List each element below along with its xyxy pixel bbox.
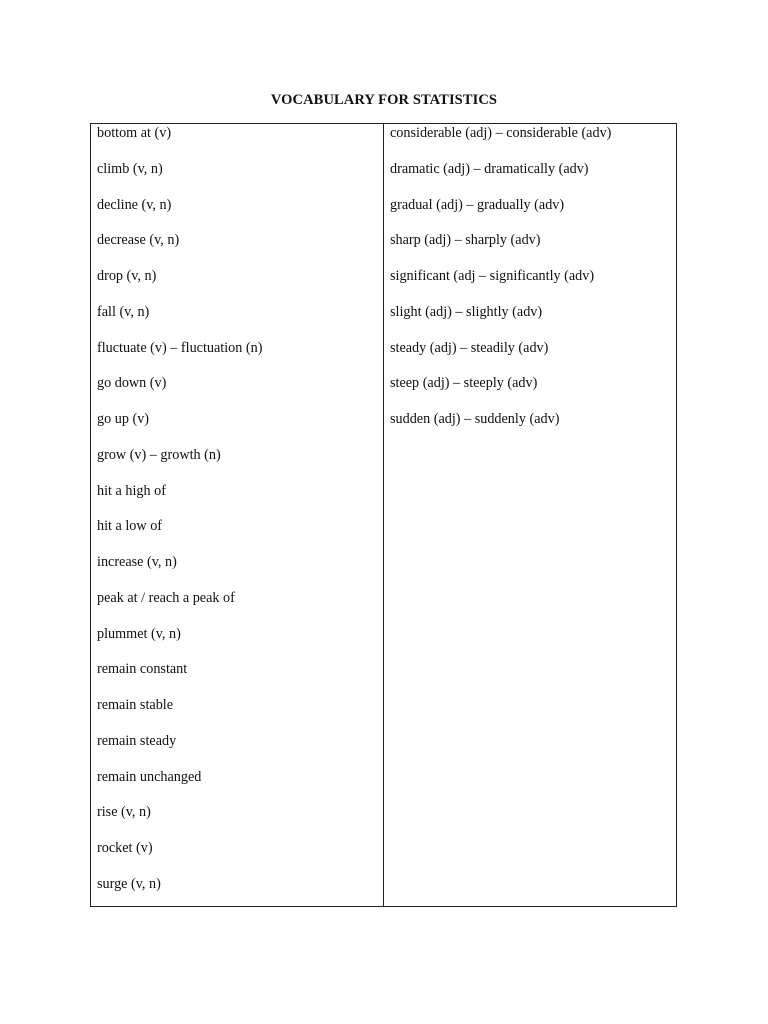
verb-entry: rise (v, n)	[97, 804, 151, 821]
verb-entry: climb (v, n)	[97, 160, 163, 177]
verb-entry: peak at / reach a peak of	[97, 589, 235, 606]
verbs-column	[91, 124, 384, 906]
vocabulary-table	[90, 123, 677, 907]
page-title: VOCABULARY FOR STATISTICS	[270, 92, 498, 108]
verb-entry: drop (v, n)	[97, 268, 157, 284]
verb-entry: remain stable	[97, 697, 174, 713]
verb-entry: fall (v, n)	[97, 303, 150, 320]
verb-entry: bottom at (v)	[97, 125, 172, 141]
verb-entry: go down (v)	[97, 375, 167, 392]
modifiers-column	[384, 124, 676, 906]
modifier-entry: sharp (adj) – sharply (adv)	[390, 232, 541, 249]
verb-entry: hit a high of	[97, 482, 166, 499]
modifier-entry: significant (adj – significantly (adv)	[390, 268, 595, 284]
modifier-entry: steep (adj) – steeply (adv)	[390, 375, 538, 392]
modifier-entry: gradual (adj) – gradually (adv)	[390, 196, 565, 213]
modifier-entry: sudden (adj) – suddenly (adv)	[390, 411, 560, 427]
verb-entry: remain unchanged	[97, 768, 202, 785]
modifier-entry: steady (adj) – steadily (adv)	[390, 339, 549, 356]
verb-entry: decline (v, n)	[97, 196, 172, 213]
verb-entry: plummet (v, n)	[97, 625, 181, 642]
verb-entry: surge (v, n)	[97, 875, 161, 892]
verb-entry: remain steady	[97, 732, 177, 749]
verb-entry: increase (v, n)	[97, 554, 177, 570]
verb-entry: hit a low of	[97, 518, 163, 535]
verb-entry: grow (v) – growth (n)	[97, 446, 221, 463]
modifier-entry: slight (adj) – slightly (adv)	[390, 303, 543, 320]
verb-entry: rocket (v)	[97, 840, 153, 856]
modifier-entry: dramatic (adj) – dramatically (adv)	[390, 160, 589, 177]
verb-entry: remain constant	[97, 661, 188, 678]
verb-entry: fluctuate (v) – fluctuation (n)	[97, 339, 263, 356]
verb-entry: decrease (v, n)	[97, 232, 180, 249]
modifier-entry: considerable (adj) – considerable (adv)	[390, 125, 612, 141]
verb-entry: go up (v)	[97, 411, 150, 427]
